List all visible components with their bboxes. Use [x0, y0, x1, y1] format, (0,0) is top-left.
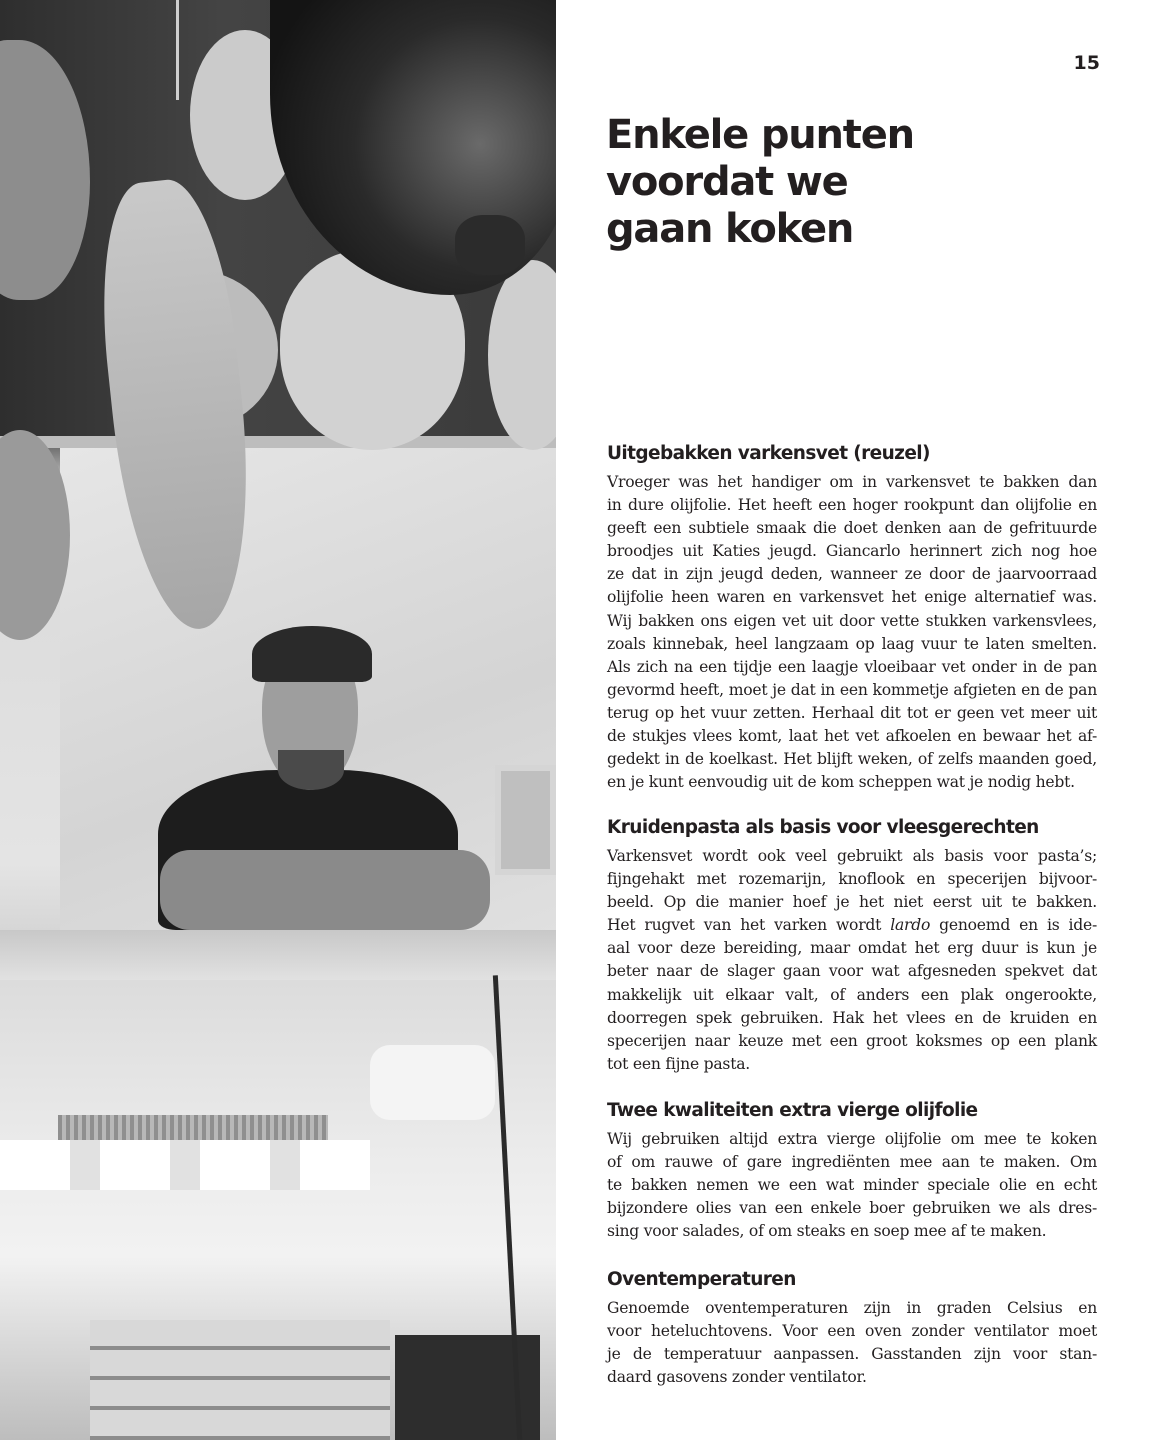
body-line: tot een fijne pasta. [607, 1054, 750, 1073]
section-body [607, 845, 1097, 1076]
section-body [607, 1128, 1097, 1243]
chapter-title-line: Enkele punten [606, 112, 914, 158]
photo-butcher-cap [252, 626, 372, 682]
chapter-title [606, 112, 1026, 253]
body-line: broodjes uit Katies jeugd. Giancarlo herinnert zich nog hoe [607, 542, 1097, 561]
body-line: je de temperatuur aanpassen. Gasstanden zijn voor stan- [607, 1345, 1097, 1364]
body-line: daard gasovens zonder ventilator. [607, 1368, 867, 1387]
photo-meat-trays [90, 1320, 390, 1440]
body-line: de stukjes vlees komt, laat het vet afkoelen en bewaar het af- [607, 727, 1097, 746]
body-line-with-italic [607, 914, 1097, 937]
photo-butcher-arms [160, 850, 490, 930]
body-line: Wij gebruiken altijd extra vierge olijfolie om mee te koken [607, 1130, 1097, 1148]
section-heading: Uitgebakken varkensvet (reuzel) [607, 443, 930, 464]
chapter-title-line: voordat we [606, 159, 848, 205]
body-line: specerijen naar keuze met een groot koksmes op een plank [607, 1031, 1097, 1050]
section-body [607, 1297, 1097, 1389]
body-line: beter naar de slager gaan voor wat afgesneden spekvet dat [607, 962, 1097, 981]
body-line: in dure olijfolie. Het heeft een hoger rookpunt dan olijfolie en [607, 496, 1097, 515]
body-line: Als zich na een tijdje een laagje vloeibaar vet onder in de pan [607, 657, 1097, 676]
photo-butcher-beard [278, 750, 344, 790]
body-line: Genoemde oventemperaturen zijn in graden Celsius en [607, 1299, 1097, 1317]
section-olijfolie [607, 1099, 1097, 1243]
photo-scale-display [495, 765, 556, 875]
section-heading: Kruidenpasta als basis voor vleesgerechten [607, 817, 1039, 838]
body-line: of om rauwe of gare ingrediënten mee aan te maken. Om [607, 1153, 1097, 1172]
photo-boar-snout [455, 215, 525, 275]
butcher-photo [0, 0, 556, 1440]
body-line: en je kunt eenvoudig uit de kom scheppen wat je nodig hebt. [607, 773, 1075, 792]
body-line: Wij bakken ons eigen vet uit door vette stukken varkensvlees, [607, 611, 1097, 630]
section-oventemperaturen [607, 1268, 1097, 1389]
page-number: 15 [1073, 52, 1100, 74]
text-fragment: Het rugvet van het varken wordt [607, 916, 891, 935]
body-line: olijfolie heen waren en varkensvet het enige alternatief was. [607, 588, 1097, 607]
body-line: gevormd heeft, moet je dat in een kommetje afgieten en de pan [607, 680, 1097, 699]
body-line: Varkensvet wordt ook veel gebruikt als basis voor pasta’s; [607, 847, 1097, 865]
body-line: ze dat in zijn jeugd deden, wanneer ze door de jaarvoorraad [607, 565, 1097, 584]
section-heading: Oventemperaturen [607, 1269, 796, 1290]
body-line: gedekt in de koelkast. Het blijft weken, of zelfs maanden goed, [607, 750, 1097, 769]
photo-ham-rail [0, 436, 556, 448]
body-line: aal voor deze bereiding, maar omdat het erg duur is kun je [607, 939, 1097, 958]
section-body [607, 471, 1097, 794]
photo-rope [176, 0, 179, 100]
section-heading: Twee kwaliteiten extra vierge olijfolie [607, 1100, 978, 1121]
photo-counter-top [0, 930, 556, 982]
body-line: sing voor salades, of om steaks en soep mee af te maken. [607, 1222, 1047, 1241]
body-line: terug op het vuur zetten. Herhaal dit tot er geen vet meer uit [607, 703, 1097, 722]
body-line: zoals kinnebak, heel langzaam op laag vuur te laten smelten. [607, 634, 1097, 653]
photo-price-labels [0, 1140, 370, 1190]
body-line: voor heteluchtovens. Voor een oven zonder ventilator moet [607, 1322, 1097, 1341]
body-line: makkelijk uit elkaar valt, of anders een plak ongerookte, [607, 985, 1097, 1004]
section-reuzel [607, 442, 1097, 794]
chapter-title-line: gaan koken [606, 206, 854, 252]
body-line: fijngehakt met rozemarijn, knoflook en specerijen bijvoor- [607, 870, 1097, 889]
section-kruidenpasta [607, 816, 1097, 1076]
body-line: Vroeger was het handiger om in varkensvet te bakken dan [607, 473, 1097, 491]
text-fragment: genoemd en is ide- [930, 916, 1098, 935]
body-line: beeld. Op die manier hoef je het niet eerst uit te bakken. [607, 893, 1097, 912]
photo-paper-roll [370, 1045, 495, 1120]
body-line: doorregen spek gebruiken. Hak het vlees en de kruiden en [607, 1008, 1097, 1027]
body-line: te bakken nemen we een wat minder speciale olie en echt [607, 1176, 1097, 1195]
body-line: geeft een subtiele smaak die doet denken aan de gefrituurde [607, 519, 1097, 538]
body-line: bijzondere olies van een enkele boer gebruiken we als dres- [607, 1199, 1097, 1218]
italic-term: lardo [890, 916, 931, 935]
